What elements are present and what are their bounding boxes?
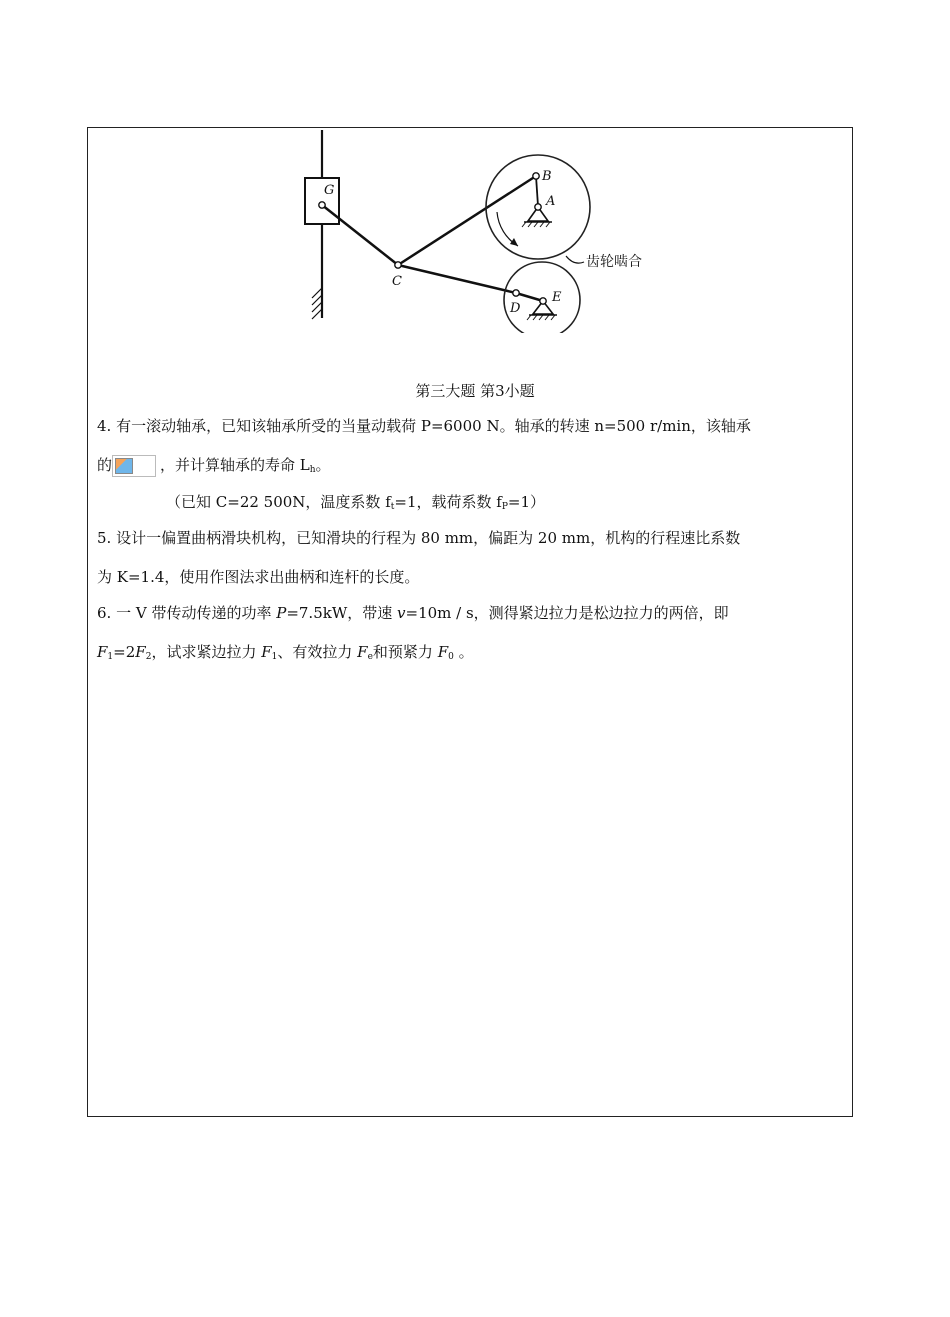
figure-caption: 第三大题 第3小题 — [415, 382, 535, 400]
q6-F0-symbol: F — [437, 643, 449, 661]
q4-given — [166, 492, 914, 517]
mechanism-diagram — [290, 128, 670, 333]
q5-line1: 5. 设计一偏置曲柄滑块机构，已知滑块的行程为 80 mm，偏距为 20 mm，机构的行程速比系数 — [97, 529, 741, 547]
q5-line2: 为 K=1.4，使用作图法求出曲柄和连杆的长度。 — [97, 568, 420, 586]
q6-Fe-symbol: F — [357, 643, 368, 661]
label-E: E — [552, 290, 562, 305]
q4-line2-end: 。 — [315, 456, 331, 474]
q6-sube: e — [367, 652, 373, 662]
q6-text-a: 6. 一 V 带传动传递的功率 — [97, 604, 277, 622]
q6-F1-symbol: F — [97, 643, 108, 661]
q6-line2 — [97, 642, 845, 667]
ground-hatch — [312, 288, 322, 319]
q6-text-2a: ，试求紧边拉力 — [151, 643, 262, 661]
label-A: A — [546, 194, 556, 209]
q6-sub2: 2 — [145, 652, 152, 662]
label-D: D — [510, 301, 521, 316]
q6-sub1b: 1 — [271, 652, 278, 662]
gear-mesh-note: 齿轮啮合 — [586, 254, 642, 270]
q6-sub1: 1 — [107, 652, 114, 662]
q6-text-2d: 。 — [453, 643, 474, 661]
q6-text-b: =7.5kW，带速 — [286, 604, 398, 622]
q4-given-c: =1） — [507, 493, 545, 511]
label-G: G — [324, 183, 335, 198]
q4-given-a: （已知 C=22 500N，温度系数 f — [166, 493, 391, 511]
q4-line1: 4. 有一滚动轴承，已知该轴承所受的当量动载荷 P=6000 N。轴承的转速 n=500 r/min，该轴承 — [97, 417, 751, 435]
q4-line2 — [97, 455, 845, 480]
q4-given-b: =1，载荷系数 f — [394, 493, 502, 511]
q6-F1b-symbol: F — [261, 643, 272, 661]
label-C: C — [392, 274, 402, 289]
q6-speed-symbol: v — [397, 604, 406, 622]
broken-image-icon — [112, 455, 156, 477]
q6-F2-symbol: F — [135, 643, 146, 661]
q6-text-2c: 和预紧力 — [372, 643, 438, 661]
q6-sub0: 0 — [448, 652, 454, 662]
q4-given-sub1: t — [390, 502, 395, 512]
q4-line2-prefix: 的 — [97, 456, 113, 474]
q6-eq: =2 — [113, 643, 136, 661]
q4-line2-suffix: ，并计算轴承的寿命 L — [160, 456, 310, 474]
q4-given-sub2: P — [501, 502, 508, 512]
q6-line1 — [97, 603, 845, 623]
q6-text-2b: 、有效拉力 — [277, 643, 358, 661]
q6-power-symbol: P — [276, 604, 287, 622]
q6-text-c: =10m / s，测得紧边拉力是松边拉力的两倍，即 — [405, 604, 729, 622]
label-B: B — [542, 169, 552, 184]
q4-lh-sub: h — [309, 465, 316, 475]
